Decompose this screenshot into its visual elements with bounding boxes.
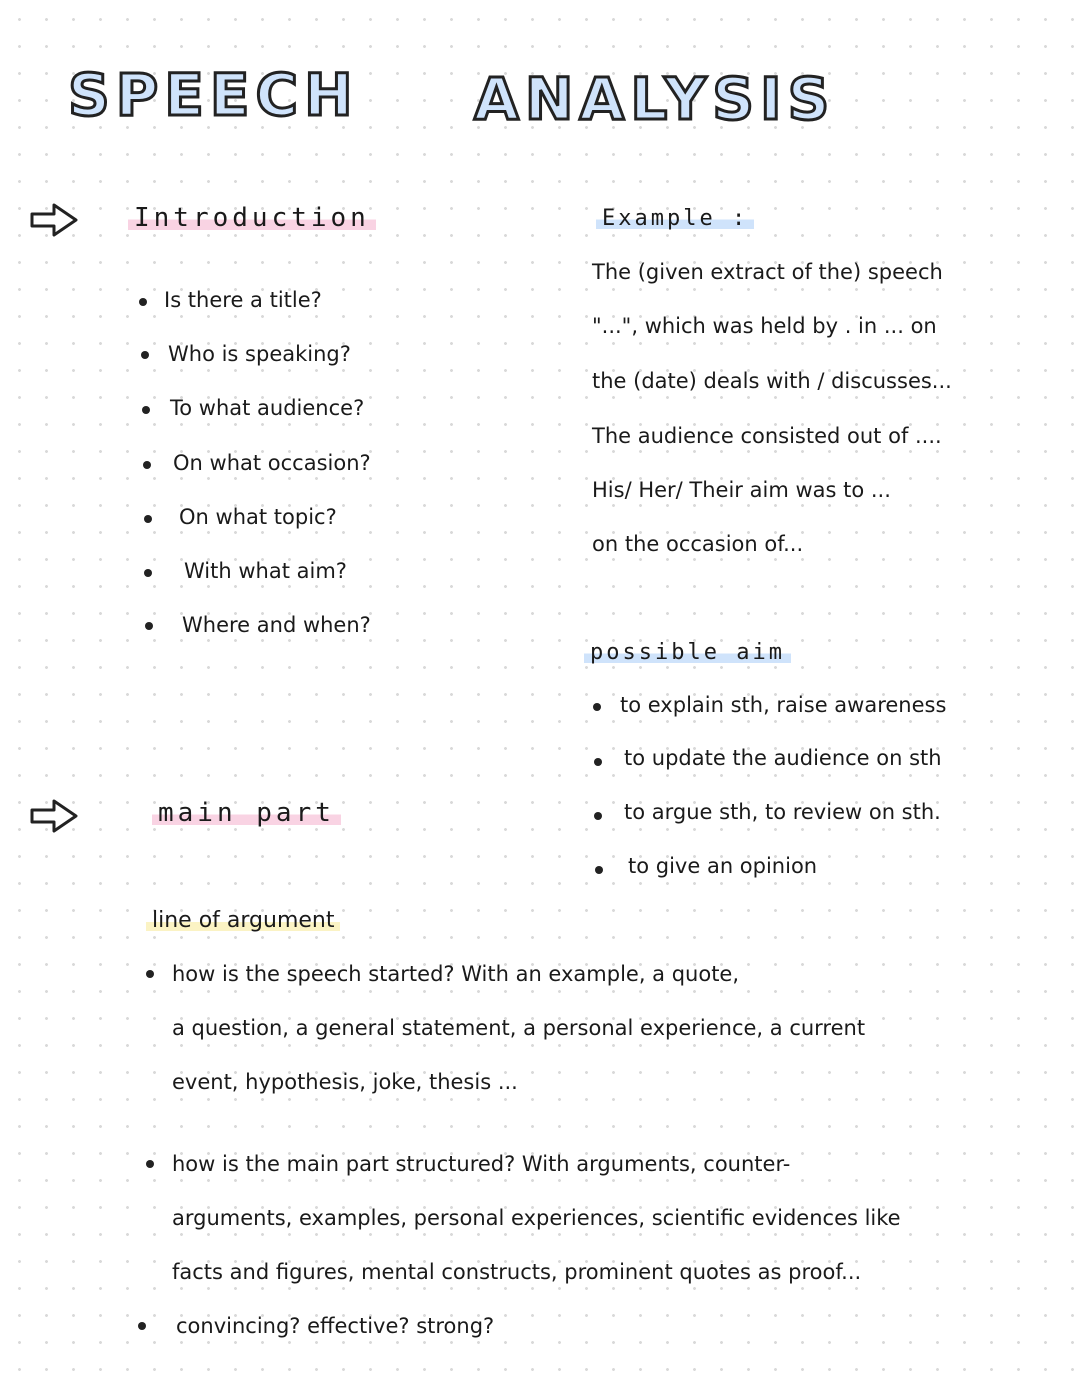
bullet bbox=[594, 758, 602, 766]
main-part-heading-text: main part bbox=[152, 798, 341, 828]
example-line: the (date) deals with / discusses... bbox=[592, 369, 952, 393]
list-item: convincing? effective? strong? bbox=[176, 1314, 495, 1338]
list-item: facts and figures, mental constructs, prominent quotes as proof... bbox=[172, 1260, 862, 1284]
list-item: how is the speech started? With an example, a quote, bbox=[172, 962, 740, 986]
list-item: to update the audience on sth bbox=[624, 746, 942, 770]
arrow-right-icon bbox=[28, 796, 82, 836]
example-line: The (given extract of the) speech bbox=[592, 260, 943, 284]
introduction-heading-text: Introduction bbox=[128, 203, 376, 233]
list-item: Is there a title? bbox=[164, 288, 322, 312]
bullet bbox=[141, 351, 149, 359]
list-item: to argue sth, to review on sth. bbox=[624, 800, 941, 824]
bullet bbox=[145, 622, 153, 630]
example-line: The audience consisted out of .... bbox=[592, 424, 942, 448]
bullet bbox=[139, 298, 147, 306]
bullet bbox=[146, 970, 154, 978]
line-of-argument-text: line of argument bbox=[146, 908, 340, 933]
example-line: His/ Her/ Their aim was to ... bbox=[592, 478, 891, 502]
arrow-right-icon bbox=[28, 200, 82, 240]
possible-aim-heading-text: possible aim bbox=[584, 640, 791, 665]
list-item: Where and when? bbox=[182, 613, 371, 637]
list-item: With what aim? bbox=[184, 559, 347, 583]
list-item: To what audience? bbox=[170, 396, 365, 420]
bullet bbox=[144, 515, 152, 523]
list-item: On what occasion? bbox=[173, 451, 371, 475]
bullet bbox=[138, 1322, 146, 1330]
possible-aim-heading bbox=[584, 642, 791, 664]
list-item: event, hypothesis, joke, thesis ... bbox=[172, 1070, 518, 1094]
title-speech: SPEECH bbox=[68, 61, 359, 129]
bullet bbox=[146, 1160, 154, 1168]
main-part-heading bbox=[152, 800, 341, 826]
bullet bbox=[143, 461, 151, 469]
example-heading-text: Example : bbox=[596, 206, 754, 231]
list-item: arguments, examples, personal experiences, scientific evidences like bbox=[172, 1206, 901, 1230]
example-heading bbox=[596, 208, 754, 230]
title-analysis: ANALYSIS bbox=[474, 65, 836, 133]
example-line: "...", which was held by . in ... on bbox=[592, 314, 937, 338]
introduction-heading bbox=[128, 205, 376, 231]
line-of-argument-heading bbox=[146, 910, 340, 932]
list-item: to give an opinion bbox=[628, 854, 818, 878]
list-item: how is the main part structured? With arguments, counter- bbox=[172, 1152, 791, 1176]
bullet bbox=[144, 569, 152, 577]
example-line: on the occasion of... bbox=[592, 532, 804, 556]
bullet bbox=[142, 406, 150, 414]
list-item: a question, a general statement, a personal experience, a current bbox=[172, 1016, 866, 1040]
list-item: On what topic? bbox=[179, 505, 337, 529]
list-item: Who is speaking? bbox=[168, 342, 351, 366]
bullet bbox=[594, 812, 602, 820]
bullet bbox=[593, 703, 601, 711]
list-item: to explain sth, raise awareness bbox=[620, 693, 947, 717]
bullet bbox=[595, 866, 603, 874]
